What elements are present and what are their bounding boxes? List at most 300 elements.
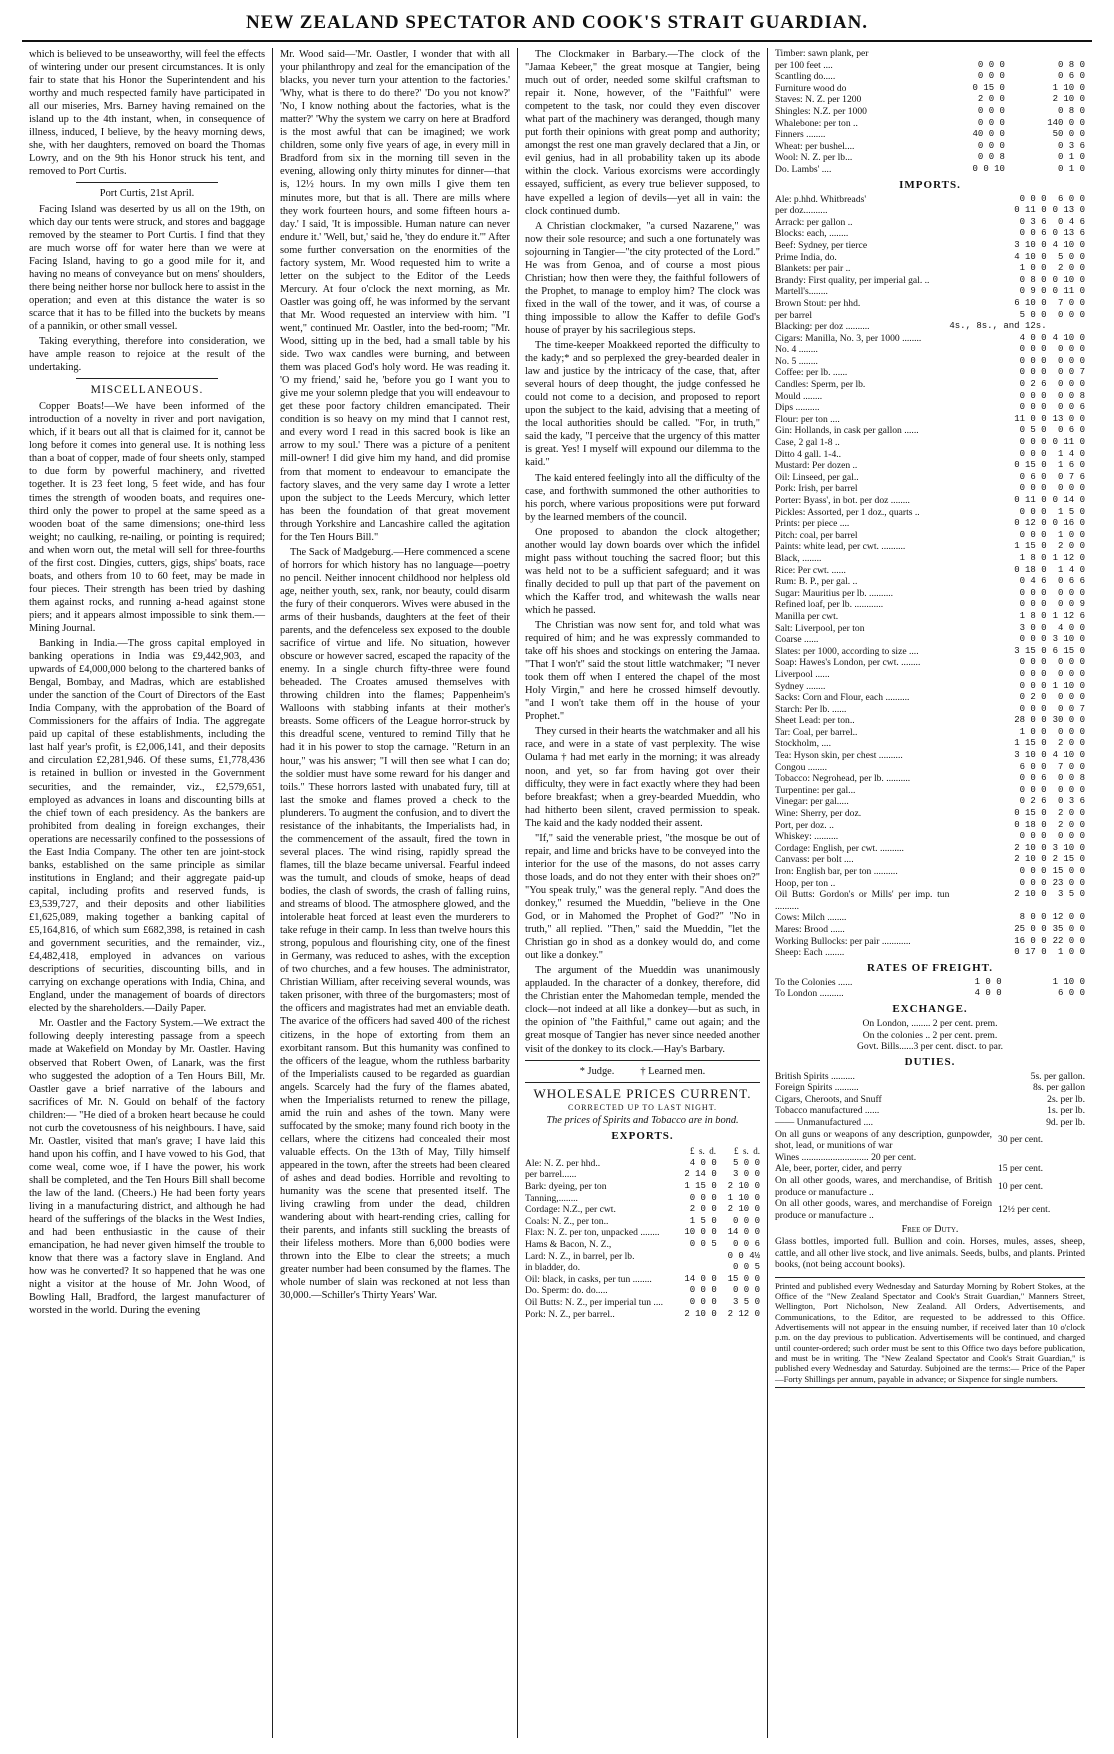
price-high: 1 12 6 <box>1052 610 1085 621</box>
price-item: Tanning,........ <box>525 1192 578 1204</box>
import-row <box>775 217 1085 229</box>
article-paragraph: Taking everything, therefore into consideration, we have ample reason to rejoice at the result of the undertaking. <box>29 335 265 374</box>
price-row <box>775 48 1085 60</box>
article-copper-boats: Copper Boats!—We have been informed of the introduction of a novelty in river and port navigation, which, if it bears out all that is claimed for it, cannot be long before it comes into general use. It is nothing less than a boat of copper, made of four sheets only, stamped to due form by powerful machinery, and rivetted together. It is 23 feet long, 5 feet wide, and has four times the strength of wooden boats, and requires one-third only the power to propel at the same speed as a wooden boat of the same dimensions; one-third less weight; no caulking, re-nailing, or pointing is required; and when worn out, the metal will sell for three-fourths of the first cost. Dingies, cutters, gigs, ships' boats, race boats, and others from 10 to 60 feet, may be made in four pieces. Their strength has been tried by dashing them against rocks, and running a-head against stone piers; and it appears almost impossible to sink them.—Mining Journal. <box>29 401 265 634</box>
price-item: Oil: black, in casks, per tun ........ <box>525 1273 652 1285</box>
price-low: 0 2 0 <box>1019 692 1047 703</box>
price-item: Black, ........ <box>775 552 822 564</box>
price-low: 0 15 0 <box>1014 808 1047 819</box>
price-high: 0 3 6 <box>1057 796 1085 807</box>
divider <box>525 1060 760 1061</box>
price-low: 0 6 0 <box>1019 471 1047 482</box>
import-row <box>775 843 1085 855</box>
exchange-row: Govt. Bills......3 per cent. disct. to par. <box>856 1041 1004 1053</box>
price-item: Wool: N. Z. per lb... <box>775 152 853 164</box>
duty-rate: 9d. per lb. <box>1046 1116 1085 1128</box>
price-item: Port, per doz. .. <box>775 819 834 831</box>
price-high: 2 10 0 <box>1052 94 1085 105</box>
import-row <box>775 565 1085 577</box>
duty-item: On all other goods, wares, and merchandise of Foreign produce or manufacture .. <box>775 1198 992 1221</box>
import-row <box>775 599 1085 611</box>
price-item: Mustard: Per dozen .. <box>775 460 858 472</box>
freight-heading: RATES OF FREIGHT. <box>867 961 993 974</box>
article-paragraph: "If," said the venerable priest, "the mosque be out of repair, and lime and bricks have to be conveyed into the interior for the use of the masons, do not asses carry those loads, and do not they enter with their shoes on?" "You speak truly," was the general reply. "And does the donkey," resumed the Mueddin, "believe in the One God, or in Mahomed the Prophet of God?" "No in truth," all replied. "Then," said the Mueddin, "let the Christian go in shod as a donkey would do, and come out like a donkey." <box>525 832 760 962</box>
price-low: 0 0 0 <box>1019 831 1047 842</box>
price-item: No. 4 ........ <box>775 344 818 356</box>
price-low: 0 0 0 <box>977 59 1005 70</box>
price-high: 140 0 0 <box>1047 117 1085 128</box>
freight-row <box>775 977 1085 989</box>
import-row <box>775 321 1085 333</box>
price-low: 1 15 0 <box>684 1181 717 1192</box>
price-high: 0 0 0 <box>1057 483 1085 494</box>
article-banking-india: Banking in India.—The gross capital employed in banking operations in India was £9,442,903, and upwards of £4,000,000 belong to the chartered banks of Bengal, Bombay, and Madras, which are established under the sanction of the Court of Directors of the East India Company, with the approbation of the Board of Commissioners for the affairs of India. The aggregate paid up capital of these establishments, including the last half year's profit, is £2,006,141, and their deposits and circulation £2,281,946. Of these sums, £1,778,436 is retained in bullion or invested in the Government securities, and the remainder, viz., £2,579,651, employed as advances in loans and discounting bills at the chief town of each presidency. As the bankers are prohibited from dealing in foreign exchanges, their operations are necessarily confined to the possessions of the East India Company. The other ten are joint-stock banks, established on the same principle as similar institutions in England; and their aggregate paid-up capital, including profits and reserved funds, is £3,539,727, and their deposits and other liabilities £1,625,089, making together a banking capital of £5,164,816, of which sum £682,398, is retained in cash and government securities, and the remainder, viz., £4,482,418, employed in advances on various descriptions of securities, discounting bills, and in carrying on exchange operations with India, China, and England, under the management of boards of directors elected by the shareholders.—Daily Paper. <box>29 638 265 1015</box>
price-low: 1 15 0 <box>1014 738 1047 749</box>
price-low: 3 15 0 <box>1014 645 1047 656</box>
price-item: To London .......... <box>775 988 844 1000</box>
price-item: Turpentine: per gal... <box>775 784 856 796</box>
price-item: per barrel <box>775 309 813 321</box>
price-low: 0 11 0 <box>1014 495 1047 506</box>
price-low: 3 0 0 <box>1019 622 1047 633</box>
export-row <box>525 1251 760 1263</box>
price-high: 14 0 0 <box>727 1227 760 1238</box>
price-item: Canvass: per bolt .... <box>775 854 854 866</box>
price-item: Sugar: Mauritius per lb. .......... <box>775 587 894 599</box>
divider <box>525 1082 760 1083</box>
price-item: Pork: Irish, per barrel <box>775 483 858 495</box>
import-row <box>775 414 1085 426</box>
free-of-duty-list: Glass bottles, imported full. Bullion and coin. Horses, mules, asses, sheep, cattle, and all other live stock, and live animals. Seeds, bulbs, and plants. Printed books, (not being account books). <box>775 1236 1085 1271</box>
price-low: 4 10 0 <box>1014 251 1047 262</box>
price-item: Pickles: Assorted, per 1 doz., quarts .. <box>775 506 920 518</box>
duty-rate: 10 per cent. <box>998 1180 1044 1192</box>
price-item: Do. Sperm: do. do..... <box>525 1285 608 1297</box>
price-low: 0 0 0 <box>1019 344 1047 355</box>
price-low: 0 2 6 <box>1019 796 1047 807</box>
price-low: 0 0 0 <box>1019 355 1047 366</box>
export-row <box>525 1239 760 1251</box>
duty-rate: 15 per cent. <box>998 1163 1044 1175</box>
import-row <box>775 298 1085 310</box>
price-item: Starch: Per lb. ...... <box>775 703 847 715</box>
price-item: Stockholm, .... <box>775 738 831 750</box>
price-low: 25 0 0 <box>1014 923 1047 934</box>
price-high: 30 0 0 <box>1052 715 1085 726</box>
import-row <box>775 611 1085 623</box>
price-high: 0 0 7 <box>1057 703 1085 714</box>
duty-item: Ale, beer, porter, cider, and perry <box>775 1163 902 1175</box>
price-item: Whalebone: per ton .. <box>775 117 858 129</box>
price-item: Blocks: each, ........ <box>775 228 849 240</box>
export-row <box>525 1169 760 1181</box>
price-high: 1 10 0 <box>727 1192 760 1203</box>
price-low: 0 0 0 <box>1019 587 1047 598</box>
price-high: 2 0 0 <box>1057 808 1085 819</box>
price-low: 1 8 0 <box>1019 552 1047 563</box>
price-low: 0 0 0 <box>1019 506 1047 517</box>
import-row <box>775 275 1085 287</box>
price-low: 2 0 0 <box>689 1204 717 1215</box>
price-high: 0 0 0 <box>1057 726 1085 737</box>
price-item: Rum: B. P., per gal. .. <box>775 576 858 588</box>
price-low: 4 0 0 <box>1019 332 1047 343</box>
price-row <box>775 83 1085 95</box>
prices-note: The prices of Spirits and Tobacco are in bond. <box>546 1114 739 1126</box>
article-sack-madgeburg: The Sack of Madgeburg.—Here commenced a scene of horrors for which history has no language—poetry no pencil. Neither innocent childhood nor helpless old age, neither youth, sex, rank, nor beauty, could disarm the fury of their conquerors. Wives were abused in the arms of their husbands, daughters at the feet of their parents, and the defenceless sex exposed to the double sacrifice of virtue and life. No situation, however obscure or however sacred, escaped the rapacity of the enemy. In a single church fifty-three were found beheaded. The Croates amused themselves with throwing children into the flames; Pappenheim's Walloons with stabbing infants at their mother's breasts. Some officers of the League horror-struck by this dreadful scene, ventured to remind Tilly that he had it in his power to stop the carnage. "Return in an hour," was his answer; "I will then see what I can do; the soldier must have some reward for his danger and toils." These horrors lasted with unabated fury, till at last the smoke and flames proved a check to the plunderers. To augment the confusion, and to divert the resistance of the inhabitants, the Imperialists had, in the commencement of the assault, fired the town in several places. The wind rising, rapidly spread the flames, till the blaze became universal. Fearful indeed was the tumult, and clouds of smoke, heaps of dead bodies, the clash of swords, the crash of falling ruins, and streams of blood. The atmosphere glowed, and the intolerable heat forced at least even the murderers to take refuge in their camp. In less than twelve hours this strong, populous and flourishing city, one of the finest in Germany, was reduced to ashes, with the exception of two churches, and a few houses. The administrator, Christian William, after receiving several wounds, was taken prisoner, with three of the burgomasters; most of the officers and magistrates had met an enviable death. The avarice of the officers had saved 400 of the richest citizens, in the hope of extorting from them an exorbitant ransom. But this humanity was confined to the officers of the league, whom the ruthless barbarity of the Imperialists caused to be regarded as guardian angels. Scarcely had the fury of the flames abated, when the Imperialists returned to renew the pillage, amid the ruin and ashes of the town. Many were suffocated by the smoke; many found rich booty in the cellars, where the citizens had concealed their most valuable effects. On the 13th of May, Tilly himself appeared in the town, after the streets had been cleared of ashes and dead bodies. Horrible and revolting to humanity was the scene that presented itself. The living crawling from under the dead, children wandering about with heart-rending cries, calling for their parents, and infants still suckling the breasts of their lifeless mothers. More than 6,000 bodies were thrown into the Elbe to clear the streets; a much greater number had been consumed by the flames. The whole number of slain was reckoned at not less than 30,000.—Schiller's Thirty Years' War. <box>280 546 510 1302</box>
import-row <box>775 947 1085 959</box>
price-item: Do. Lambs' .... <box>775 163 832 175</box>
import-row <box>775 507 1085 519</box>
price-item: Wine: Sherry, per doz. <box>775 808 862 820</box>
price-low: 0 0 0 <box>977 71 1005 82</box>
article-paragraph: A Christian clockmaker, "a cursed Nazarene," was now their sole resource; and such a one fortunately was sojourning in Tangier—"the city protected of the Lord." He was from Genoa, and of course a most pious Christian; how then were they, the faithful followers of the Prophet, to manage to employ him? The clock was fixed in the wall of the tower, and it was, of course a thing impossible to allow the Kaffer to defile God's house of prayer by his sacrilegious steps. <box>525 220 760 336</box>
price-item: Oil Butts: N. Z., per imperial tun .... <box>525 1296 664 1308</box>
price-item: Brown Stout: per hhd. <box>775 297 861 309</box>
import-row <box>775 704 1085 716</box>
import-row <box>775 750 1085 762</box>
price-low <box>680 1251 716 1263</box>
price-low: 14 0 0 <box>684 1273 717 1284</box>
duty-item: Tobacco manufactured ...... <box>775 1105 880 1117</box>
import-row <box>775 437 1085 449</box>
price-item: No. 5 ........ <box>775 355 818 367</box>
price-low: 2 10 0 <box>684 1308 717 1319</box>
price-high: 0 14 0 <box>1052 495 1085 506</box>
price-item: Flour: per ton .... <box>775 413 840 425</box>
price-low: 0 0 6 <box>1019 773 1047 784</box>
price-high: 1 10 0 <box>1052 976 1085 987</box>
article-paragraph: One proposed to abandon the clock altogether; another would lay down boards over which the infidel might pass without touching the sacred floor; but this was held not to be a sufficient safeguard; and it was finally decided to pull up that part of the pavement on which the Kaffer trod, and whitewash the walls near which he passed. <box>525 526 760 616</box>
price-high: 3 5 0 <box>732 1296 760 1307</box>
price-item: Blankets: per pair .. <box>775 263 851 275</box>
price-item: Bark: dyeing, per ton <box>525 1181 607 1193</box>
price-high: 0 0 0 <box>1057 587 1085 598</box>
price-high: 0 0 0 <box>1057 309 1085 320</box>
price-row <box>775 94 1085 106</box>
price-low: 2 14 0 <box>684 1169 717 1180</box>
price-item: Iron: English bar, per ton .......... <box>775 866 898 878</box>
price-high: 0 0 0 <box>1057 784 1085 795</box>
price-item: Scantling do..... <box>775 71 836 83</box>
export-row <box>525 1309 760 1321</box>
import-row <box>775 866 1085 878</box>
price-item: Coffee: per lb. ...... <box>775 367 848 379</box>
import-row <box>775 425 1085 437</box>
price-item: Arrack: per gallon .. <box>775 216 853 228</box>
price-item: Staves: N. Z. per 1200 <box>775 94 862 106</box>
price-high: 1 4 0 <box>1057 448 1085 459</box>
price-item: Refined loaf, per lb. ............ <box>775 599 884 611</box>
price-item: Congou ........ <box>775 761 827 773</box>
price-low: 0 12 0 <box>1014 518 1047 529</box>
exchange-row: On the colonies .. 2 per cent. prem. <box>862 1029 998 1041</box>
price-item: per 100 feet .... <box>775 59 833 71</box>
price-item: Pitch: coal, per barrel <box>775 529 858 541</box>
price-high: 0 13 6 <box>1052 228 1085 239</box>
export-row <box>525 1193 760 1205</box>
price-item: Blacking: per doz .......... <box>775 321 870 333</box>
import-row <box>775 344 1085 356</box>
import-row <box>775 727 1085 739</box>
price-high: 0 8 0 <box>1057 105 1085 116</box>
price-item: per barrel...... <box>525 1169 577 1181</box>
section-heading: MISCELLANEOUS. <box>90 384 204 397</box>
import-row <box>775 692 1085 704</box>
column-2 <box>272 48 517 1738</box>
export-row <box>525 1297 760 1309</box>
price-row <box>775 164 1085 176</box>
prices-title: WHOLESALE PRICES CURRENT. <box>533 1085 752 1101</box>
price-low: 8 0 0 <box>1019 912 1047 923</box>
export-row <box>525 1262 760 1274</box>
price-high: 0 0 0 <box>1057 668 1085 679</box>
exchange-row: On London, ........ 2 per cent. prem. <box>862 1018 998 1030</box>
freight-table <box>775 977 1085 1000</box>
price-low: 0 0 0 <box>1019 483 1047 494</box>
price-low: 0 0 0 <box>1019 877 1047 888</box>
price-item: Cigars: Manilla, No. 3, per 1000 ........ <box>775 332 922 344</box>
price-item: Ditto 4 gall. 1-4.. <box>775 448 842 460</box>
price-item: Liverpool ...... <box>775 668 830 680</box>
price-item: Finners ........ <box>775 129 826 141</box>
price-item: Porter: Byass', in bot. per doz ........ <box>775 495 910 507</box>
export-row <box>525 1216 760 1228</box>
price-low: 0 0 0 <box>1019 668 1047 679</box>
price-item: Pork: N. Z., per barrel.. <box>525 1308 615 1320</box>
price-item: Beef: Sydney, per tierce <box>775 239 868 251</box>
price-high: 22 0 0 <box>1052 935 1085 946</box>
price-item: Salt: Liverpool, per ton <box>775 622 865 634</box>
price-high: 2 12 0 <box>727 1308 760 1319</box>
price-low: 0 0 0 <box>977 105 1005 116</box>
prices-top-table <box>775 48 1085 176</box>
price-low: 0 4 6 <box>1019 576 1047 587</box>
price-item: Flax: N. Z. per ton, unpacked ........ <box>525 1227 660 1239</box>
price-high: 2 0 0 <box>1057 263 1085 274</box>
article-oastler: Mr. Oastler and the Factory System.—We extract the following deeply interesting passage from a speech made at Wakefield on Monday by Mr. Oastler. Having observed that Robert Owen, of Lanark, was the first who suggested the adoption of a Ten Hours Bill, Mr. Oastler gave a brief narrative of the labours and sacrifices of Mr. N. Gould on behalf of the factory children:— "He died of a broken heart because he could not curb the covetousness of his neighbours. I have, said Mr. Oastler, visited that man's grave; I have laid this hand upon his coffin, and I have vowed to his God, that come weal, come woe, if I have the power, his work shall be completed, and the Ten Hours Bill shall become the law of the land. (Cheers.) He had been forty years living in a manufacturing district, and although he had heard of the sufferings of the blacks in the West Indies, and had been enthusiastic in the cause of their emancipation, he had never given himself the trouble to know that there was a factory slave in England. And how was he converted? It so happened that he was one night a visitor at the house of Mr. John Wood, of Bowling Hall, Bradford, the largest manufacturer of worsted in the world. During the evening <box>29 1018 265 1317</box>
price-high: 2 10 0 <box>727 1204 760 1215</box>
import-row <box>775 460 1085 472</box>
price-item: Wheat: per bushel.... <box>775 140 855 152</box>
price-high: 0 10 0 <box>1052 274 1085 285</box>
import-row <box>775 495 1085 507</box>
price-item: Mares: Brood ...... <box>775 923 845 935</box>
price-item: Mould ........ <box>775 390 823 402</box>
price-low: 0 9 0 <box>1019 286 1047 297</box>
price-low: 0 0 0 <box>977 117 1005 128</box>
import-row <box>775 194 1085 206</box>
price-item: per doz.......... <box>775 205 828 217</box>
duty-row <box>775 1082 1085 1094</box>
price-high: 0 3 6 <box>1057 140 1085 151</box>
price-low: 0 0 0 <box>1019 866 1047 877</box>
price-item: Candles: Sperm, per lb. <box>775 379 866 391</box>
import-row <box>775 796 1085 808</box>
price-low: 0 0 0 <box>1019 680 1047 691</box>
export-row <box>525 1158 760 1170</box>
price-high <box>1047 321 1085 333</box>
price-low: 0 0 0 <box>1019 599 1047 610</box>
duty-row <box>775 1105 1085 1117</box>
price-low: 0 0 0 <box>1019 437 1047 448</box>
price-item: Hams & Bacon, N. Z., <box>525 1239 612 1250</box>
price-high: 5 0 0 <box>732 1157 760 1168</box>
duty-rate: 2s. per lb. <box>1047 1093 1085 1105</box>
import-row <box>775 646 1085 658</box>
price-low: 2 10 0 <box>1014 842 1047 853</box>
price-high: 7 0 0 <box>1057 297 1085 308</box>
price-item: Manilla per cwt. <box>775 610 839 622</box>
import-row <box>775 762 1085 774</box>
price-item: Martell's........ <box>775 286 828 298</box>
import-row <box>775 831 1085 843</box>
article-paragraph: The time-keeper Moakkeed reported the difficulty to the kady;* and so perplexed the grey-bearded dealer in law and justice by the intricacy of the case, that, after several hours of deep thought, the judge confessed he could not come to a decision, and proposed to report upon the subject to the kaid, advising that a meeting of the local authorities should be called. "For, in truth," said the kady, "I perceive that the urgency of this matter is great. Yes! I myself will expound our dilemma to the kaid." <box>525 340 760 469</box>
price-low: 0 0 8 <box>977 152 1005 163</box>
price-low: 4 0 0 <box>974 988 1002 999</box>
price-low: 2 10 0 <box>1014 854 1047 865</box>
duty-row <box>775 1094 1085 1106</box>
import-row <box>775 228 1085 240</box>
price-low: 5 0 0 <box>1019 309 1047 320</box>
export-row <box>525 1227 760 1239</box>
price-high: 0 0 0 <box>1057 692 1085 703</box>
import-row <box>775 936 1085 948</box>
price-item: Whiskey: .......... <box>775 831 839 843</box>
export-row <box>525 1181 760 1193</box>
price-high: 0 0 0 <box>1057 657 1085 668</box>
duty-item: On all guns or weapons of any description, gunpowder, shot, lead, or munitions of war <box>775 1128 992 1152</box>
price-item: Slates: per 1000, according to size .... <box>775 645 919 657</box>
price-item: Cows: Milch ........ <box>775 912 847 924</box>
dateline: Port Curtis, 21st April. <box>99 188 195 200</box>
price-high: 6 0 0 <box>1057 988 1085 999</box>
import-row <box>775 356 1085 368</box>
duties-brace-table <box>775 1129 1085 1222</box>
price-high: 3 5 0 <box>1057 889 1085 900</box>
import-row <box>775 924 1085 936</box>
price-low: 40 0 0 <box>972 129 1005 140</box>
price-high: 35 0 0 <box>1052 923 1085 934</box>
price-row <box>775 106 1085 118</box>
article-clockmaker: The Clockmaker in Barbary.—The clock of the "Jamaa Kebeer," the great mosque at Tangier, being much out of order, needed some skilful craftsman to repair it. None, however, of the "Faithful" were competent to the task, nor could they even discover what part of the machinery was deranged, though many put forth their opinions with great pomp and authority; amongst the rest one man gravely declared that a Jin, or evil genius, had in all probability taken up its abode within the clock. Various exorcisms were accordingly essayed, sufficient, as every true believer supposed, to have expelled a legion of devils—yet all in vain: the clock continued dumb. <box>525 49 760 217</box>
price-low: 2 10 0 <box>1014 889 1047 900</box>
price-low: 0 0 0 <box>689 1296 717 1307</box>
price-high: 1 0 0 <box>1057 947 1085 958</box>
price-high: 0 8 0 <box>1057 59 1085 70</box>
price-low: 6 10 0 <box>1014 297 1047 308</box>
price-high: 3 0 0 <box>732 1169 760 1180</box>
price-item: Furniture wood do <box>775 82 847 94</box>
price-high: 12 0 0 <box>1052 912 1085 923</box>
price-low: 0 18 0 <box>1014 819 1047 830</box>
column-4 <box>767 48 1092 1738</box>
article-paragraph: The Christian was now sent for, and told what was required of him; and he was expressly commanded to take off his shoes and stockings on entering the Jamaa. "That I won't" said the stout little watchmaker; "I never took them off when I entered the chapel of the most Holy Virgin," and here he crossed himself devoutly. "and I won't take them off in the house of your Prophet." <box>525 620 760 723</box>
price-high: 7 0 0 <box>1057 761 1085 772</box>
duty-item: —— Unmanufactured .... <box>775 1116 874 1128</box>
import-row <box>775 310 1085 322</box>
price-low: 0 15 0 <box>1014 460 1047 471</box>
import-row <box>775 820 1085 832</box>
price-high: 5 0 0 <box>1057 251 1085 262</box>
import-row <box>775 541 1085 553</box>
price-high: 4 0 0 <box>1057 622 1085 633</box>
price-high: 0 0 4½ <box>727 1250 760 1261</box>
price-high: 0 1 0 <box>1057 163 1085 174</box>
import-row <box>775 681 1085 693</box>
price-high: 0 6 0 <box>1057 425 1085 436</box>
price-high: 15 0 0 <box>1052 866 1085 877</box>
import-row <box>775 669 1085 681</box>
import-row <box>775 518 1085 530</box>
import-row <box>775 634 1085 646</box>
price-low: 0 0 0 <box>1019 703 1047 714</box>
price-item: Sydney ........ <box>775 680 826 692</box>
free-of-duty-heading: Free of Duty. <box>901 1224 959 1236</box>
import-row <box>775 391 1085 403</box>
duty-item: British Spirits .......... <box>775 1070 855 1082</box>
price-low: 1 0 0 <box>974 976 1002 987</box>
duty-item: Foreign Spirits .......... <box>775 1082 859 1094</box>
price-high: 2 15 0 <box>1052 854 1085 865</box>
price-low: 0 3 6 <box>1019 216 1047 227</box>
import-row <box>775 889 1085 912</box>
price-high: 0 11 0 <box>1052 437 1085 448</box>
price-low: 6 0 0 <box>1019 761 1047 772</box>
price-item: Coals: N. Z., per ton.. <box>525 1215 609 1227</box>
duties-table <box>775 1071 1085 1129</box>
duty-rate: 30 per cent. <box>998 1134 1044 1146</box>
price-high: 23 0 0 <box>1052 877 1085 888</box>
price-high: 0 0 6 <box>1057 402 1085 413</box>
price-high: 0 0 8 <box>1057 390 1085 401</box>
export-row <box>525 1204 760 1216</box>
price-item: Tar: Coal, per barrel.. <box>775 726 858 738</box>
price-low: 0 0 0 <box>689 1285 717 1296</box>
price-low: 0 0 0 <box>1019 448 1047 459</box>
masthead: NEW ZEALAND SPECTATOR AND COOK'S STRAIT GUARDIAN. <box>22 8 1092 42</box>
import-row <box>775 553 1085 565</box>
import-row <box>775 379 1085 391</box>
duty-item: Cigars, Cheroots, and Snuff <box>775 1093 882 1105</box>
column-1 <box>22 48 272 1738</box>
price-low: 0 0 0 <box>1019 634 1047 645</box>
imports-table <box>775 194 1085 959</box>
exchange-list <box>775 1018 1085 1053</box>
price-high: 0 0 0 <box>1057 831 1085 842</box>
export-row <box>525 1285 760 1297</box>
price-low: 0 0 0 <box>1019 657 1047 668</box>
import-row <box>775 483 1085 495</box>
price-item: Coarse ...... <box>775 634 819 646</box>
price-item: Sacks: Corn and Flour, each .......... <box>775 692 910 704</box>
price-high: 0 0 0 <box>732 1285 760 1296</box>
import-row <box>775 472 1085 484</box>
price-low: 0 0 0 <box>1019 402 1047 413</box>
price-low: 0 0 0 <box>1019 784 1047 795</box>
price-low: 3 10 0 <box>1014 239 1047 250</box>
divider <box>76 182 218 183</box>
prices-subtitle: CORRECTED UP TO LAST NIGHT. <box>567 1102 717 1112</box>
price-high: 1 10 0 <box>1052 82 1085 93</box>
price-row <box>775 129 1085 141</box>
price-item: Rice: Per cwt. ...... <box>775 564 846 576</box>
price-high: 2 0 0 <box>1057 738 1085 749</box>
price-item: Dips .......... <box>775 402 820 414</box>
price-low: 0 0 0 <box>1019 367 1047 378</box>
price-row <box>775 152 1085 164</box>
import-row <box>775 205 1085 217</box>
